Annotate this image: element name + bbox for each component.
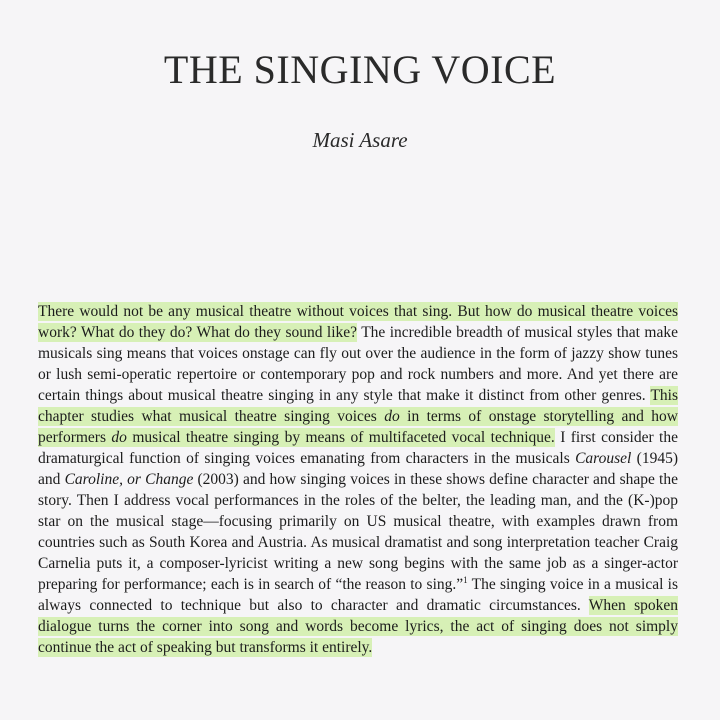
italic-title-text: Carousel [575,450,632,467]
highlighted-text: This chapter studies what musical theatre singing voices [38,387,678,425]
highlighted-text: When spoken dialogue turns the corner into song and words become lyrics, the act of singing does not simply continue the act of speaking but transforms it entirely. [38,597,678,656]
highlighted-text: There would not be any musical theatre without voices that sing. But how do musical theatre voices work? What do they do? What do they sound like? [38,303,678,341]
text-run: The incredible breadth of musical styles that make musicals sing means that voices onstage can fly out over the audience in the form of jazzy show tunes or lush semi-operatic repertoire or contemporary pop and rock numbers and more. And yet there are certain things about musical theatre singing in any style that make it distinct from other genres. [38,324,678,404]
author-name: Masi Asare [312,128,408,152]
text-run: (1945) and [38,450,679,488]
text-run: I first consider the dramaturgical function of singing voices emanating from characters in the musicals [38,429,678,467]
body-paragraph [38,301,678,658]
highlighted-italic-text: do [111,429,127,446]
highlighted-text: musical theatre singing by means of multifaceted vocal technique. [126,429,555,446]
text-run: The singing voice in a musical is always connected to technique but also to character and dramatic circumstances. [38,576,678,614]
highlighted-italic-text: do [384,408,400,425]
italic-title-text: Caroline, or Change [64,471,194,488]
footnote-marker: 1 [463,574,468,585]
chapter-title: THE SINGING VOICE [163,47,557,92]
highlighted-text: in terms of onstage storytelling and how performers [38,408,678,446]
text-run: (2003) and how singing voices in these shows define character and shape the story. Then I address vocal performances in the roles of the belter, the leading man, and the (K-)pop star on the musical stage—focusing primarily on US musical theatre, with examples drawn from countries such as South Korea and Austria. As musical dramatist and song interpretation teacher Craig Carnelia puts it, a composer-lyricist writing a new song begins with the same job as a singer-actor preparing for performance; each is in search of “the reason to sing.” [38,471,678,593]
